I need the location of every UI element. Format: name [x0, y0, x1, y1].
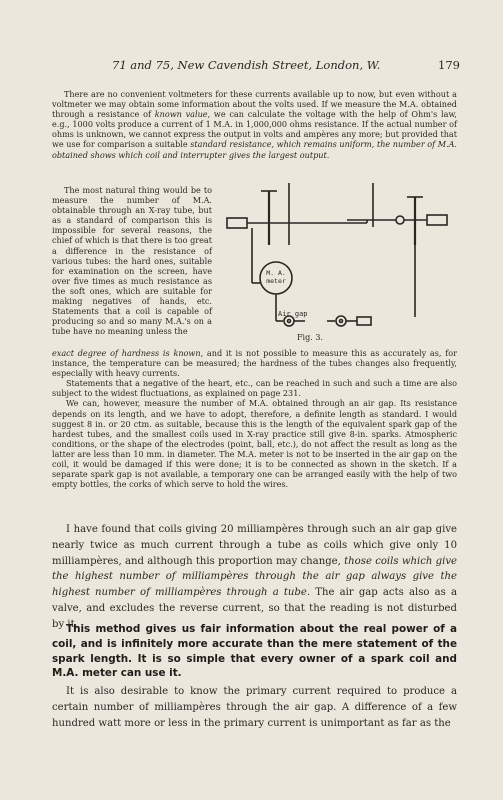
paragraph-air-gap: We can, however, measure the number of M.A. obtained through an air gap. Its resistance depends on its length, and we have to adopt, therefore, a definite length as standard. I would suggest 8 in. or 20 ctm. as suitable, because this is the length of the equivalent spark gap of the hardest tubes, and the smallest coils used in X-ray practice still give 8-in. sparks. Atmospheric conditions, or the shape of the electrodes (point, ball, etc.), do not affect the result as long as the latter are less than 10 mm. in diameter. The M.A. meter is not to be inserted in the air gap on the coil, it would be damaged if this were done; it is to be connected as shown in the sketch. If a separate spark gap is not available, a temporary one can be arranged easily with the help of two empty bottles, the corks of which serve to hold the wires.: [52, 398, 457, 490]
page-header: [40, 58, 460, 74]
paragraph-voltmeters: There are no convenient voltmeters for these currents available up to now, but even without a voltmeter we may obtain some information about the volts used. If we measure the M.A. obtained through a resistance of known value, we can calculate the voltage with the help of Ohm's law, e.g., 1000 volts produce a current of 1 M.A. in 1,000,000 ohms resistance. If the actual number of ohms is unknown, we cannot express the output in volts and ampères any more; but provided that we use for comparison a suitable standard resistance, which remains uniform, the number of M.A. obtained shows which coil and interrupter gives the largest output.: [52, 89, 458, 160]
paragraph-statements: Statements that a negative of the heart, etc., can be reached in such and such a time are also subject to the widest fluctuations, as explained on page 231.: [52, 378, 457, 399]
paragraph-method-emphasis: This method gives us fair information about the real power of a coil, and is infinitely more accurate than the mere statement of the spark length. It is so simple that every owner of a spark coil and M.A. meter can use it.: [52, 623, 457, 680]
running-title: 71 and 75, New Cavendish Street, London, W.: [112, 58, 381, 72]
paragraph-coils: I have found that coils giving 20 milliampères through such an air gap give nearly twice as much current through a tube as coils which give only 10 milliampères, and although this proportion may change, those coils which give the highest number of milliampères through the air gap always give the highest number of milliampères through a tube. The air gap acts also as a valve, and excludes the reverse current, so that the reading is not disturbed by it.: [52, 524, 457, 630]
paragraph-xray-tube: The most natural thing would be to measure the number of M.A. obtainable through an X-ray tube, but as a standard of comparison this is impossible for several reasons, the chief of which is that there is too great a difference in the resistance of various tubes: the hard ones, suitable for examination on the screen, have over five times as much resistance as the soft ones, which are suitable for making negatives of hands, etc. Statements that a coil is capable of producing so and so many M.A.'s on a tube have no meaning unless the: [52, 185, 212, 337]
meter-label: M. A. meter: [266, 269, 286, 285]
paragraph-block-continued: [52, 348, 457, 489]
air-gap-label: Air gap: [278, 310, 308, 318]
page-number: 179: [438, 58, 460, 72]
circuit-diagram: [217, 183, 459, 343]
paragraph-primary-current: It is also desirable to know the primary current required to produce a certain number of milliampères through the air gap. A difference of a few hundred watt more or less in the primary current is unimportant as far as the: [52, 686, 457, 729]
figure-3: [217, 183, 459, 343]
paragraph-hardness: exact degree of hardness is known, and it is not possible to measure this as accurately as, for instance, the temperature can be measured; the hardness of the tubes changes also frequently, especially with heavy currents.: [52, 348, 457, 379]
figure-caption: Fig. 3.: [297, 333, 323, 342]
